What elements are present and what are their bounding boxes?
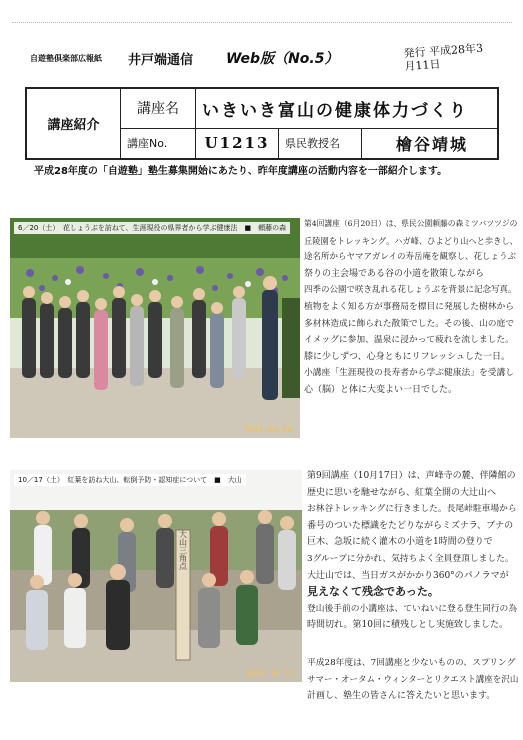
note-line: サマー・オータム・ウィンターとリクエスト講座を沢山 — [307, 674, 519, 685]
note-line: 第4回講座（6月20日）は、県民公園頼藤の森ミツバツツジの — [304, 219, 518, 228]
note-plan-2016 — [307, 655, 519, 705]
newsletter-title: 井戸端通信 — [128, 53, 194, 68]
photo-iris-garden-image — [10, 218, 300, 438]
photo-mount-oyama-image — [10, 470, 302, 682]
note-line: 登山後手前の小講座は、ていねいに登る登生同行の為 — [307, 603, 517, 614]
course-no-label: 講座No. — [121, 128, 196, 159]
note-line: 第9回講座（10月17日）は、声峰寺の麓、伴隣館の — [307, 471, 516, 481]
note-line: 植物をよく知る方が事務局を標目に発展した樹林から — [304, 301, 514, 312]
note-line: 祭りの主会場である谷の小道を散策しながら — [304, 268, 485, 279]
note-line: 見えなくて残念であった。 — [307, 585, 439, 599]
course-name-label: 講座名 — [121, 88, 196, 128]
note-line: お林谷トレッキングに行きました。長尾峠駐車場から — [307, 504, 517, 515]
note2-lines — [307, 468, 519, 634]
note-line: 心（脳）と体に大変よい一日でした。 — [304, 384, 458, 395]
club-name: 自遊塾倶楽部広報紙 — [30, 54, 102, 63]
course-info-table — [25, 87, 499, 160]
note-line: 大辻山では、当日ガスがかかり360°のパノラマが — [307, 570, 509, 581]
issue-label: Web版（No.5） — [226, 51, 339, 67]
note-session-4 — [304, 216, 518, 442]
lecturer-name: 檜谷靖城 — [362, 128, 499, 159]
course-intro-label: 講座紹介 — [26, 88, 121, 159]
lecturer-label: 県民教授名 — [279, 128, 362, 159]
note-line: 小講座「生涯現役の長寿者から学ぶ健康法」を受講し — [304, 368, 514, 379]
note-line: 平成28年度は、7回講座と少ないものの、スプリング — [307, 658, 516, 668]
top-rule — [12, 22, 512, 23]
issue-date: 発行 平成28年3月11日 — [403, 41, 484, 74]
note-line: 歴史に思いを馳せながら、紅葉全開の大辻山へ — [307, 487, 497, 498]
photo1-caption: 6／20（土） 花しょうぶを訪ねて、生涯現役の県界者から学ぶ健康法 ■ 頼藤の森 — [14, 222, 290, 234]
note-line: 膝に少しずつ、心身ともにリフレッシュした一日。 — [304, 351, 511, 362]
photo-mount-oyama — [10, 470, 302, 682]
summit-sign-text: 大山三角点 — [178, 530, 188, 570]
note-line: 時間切れ。第10回に積残しとし実施致しました。 — [307, 620, 508, 631]
photo1-date-stamp: 2015.06.20 — [243, 425, 292, 434]
course-no: U1213 — [196, 128, 279, 159]
note-line: 3グループに分かれ、気持ちよく全員登頂しました。 — [307, 553, 514, 564]
photo2-caption: 10／17（土） 紅葉を訪ね大山、転倒予防・認知症について ■ 大山 — [14, 474, 246, 486]
note-line: イメッグに参加、温泉に浸かって疲れを流しました。 — [304, 335, 514, 346]
note-line: 途名所からヤマアガレイの寿岳庵を観察し、花しょうぶ — [304, 252, 516, 263]
photo-iris-garden — [10, 218, 300, 438]
note-line: 巨木、急坂に続く灌木の小道を1時間の登りで — [307, 537, 493, 548]
note1-lines — [304, 216, 518, 399]
course-name: いきいき富山の健康体力づくり — [196, 88, 499, 128]
note-line: 多材林造成に飾られた散策でした。その後、山の庭で — [304, 318, 514, 329]
intro-text: 平成28年度の「自遊塾」塾生募集開始にあたり、昨年度講座の活動内容を一部紹介します。 — [34, 166, 448, 177]
note-line: 計画し、塾生の皆さんに答えたいと思います。 — [307, 691, 496, 702]
note-line: 番号のついた標識をたどりながらミズナラ、ブナの — [307, 520, 514, 531]
note-line: 丘陵園をトレッキング。ハガ峰、ひよどり山へと歩きし、 — [304, 235, 518, 246]
photo2-date-stamp: 2015.10.17 — [245, 669, 294, 678]
note-line: 四季の公園で咲き乱れる花しょうぶを背景に記念写真。 — [304, 285, 517, 296]
